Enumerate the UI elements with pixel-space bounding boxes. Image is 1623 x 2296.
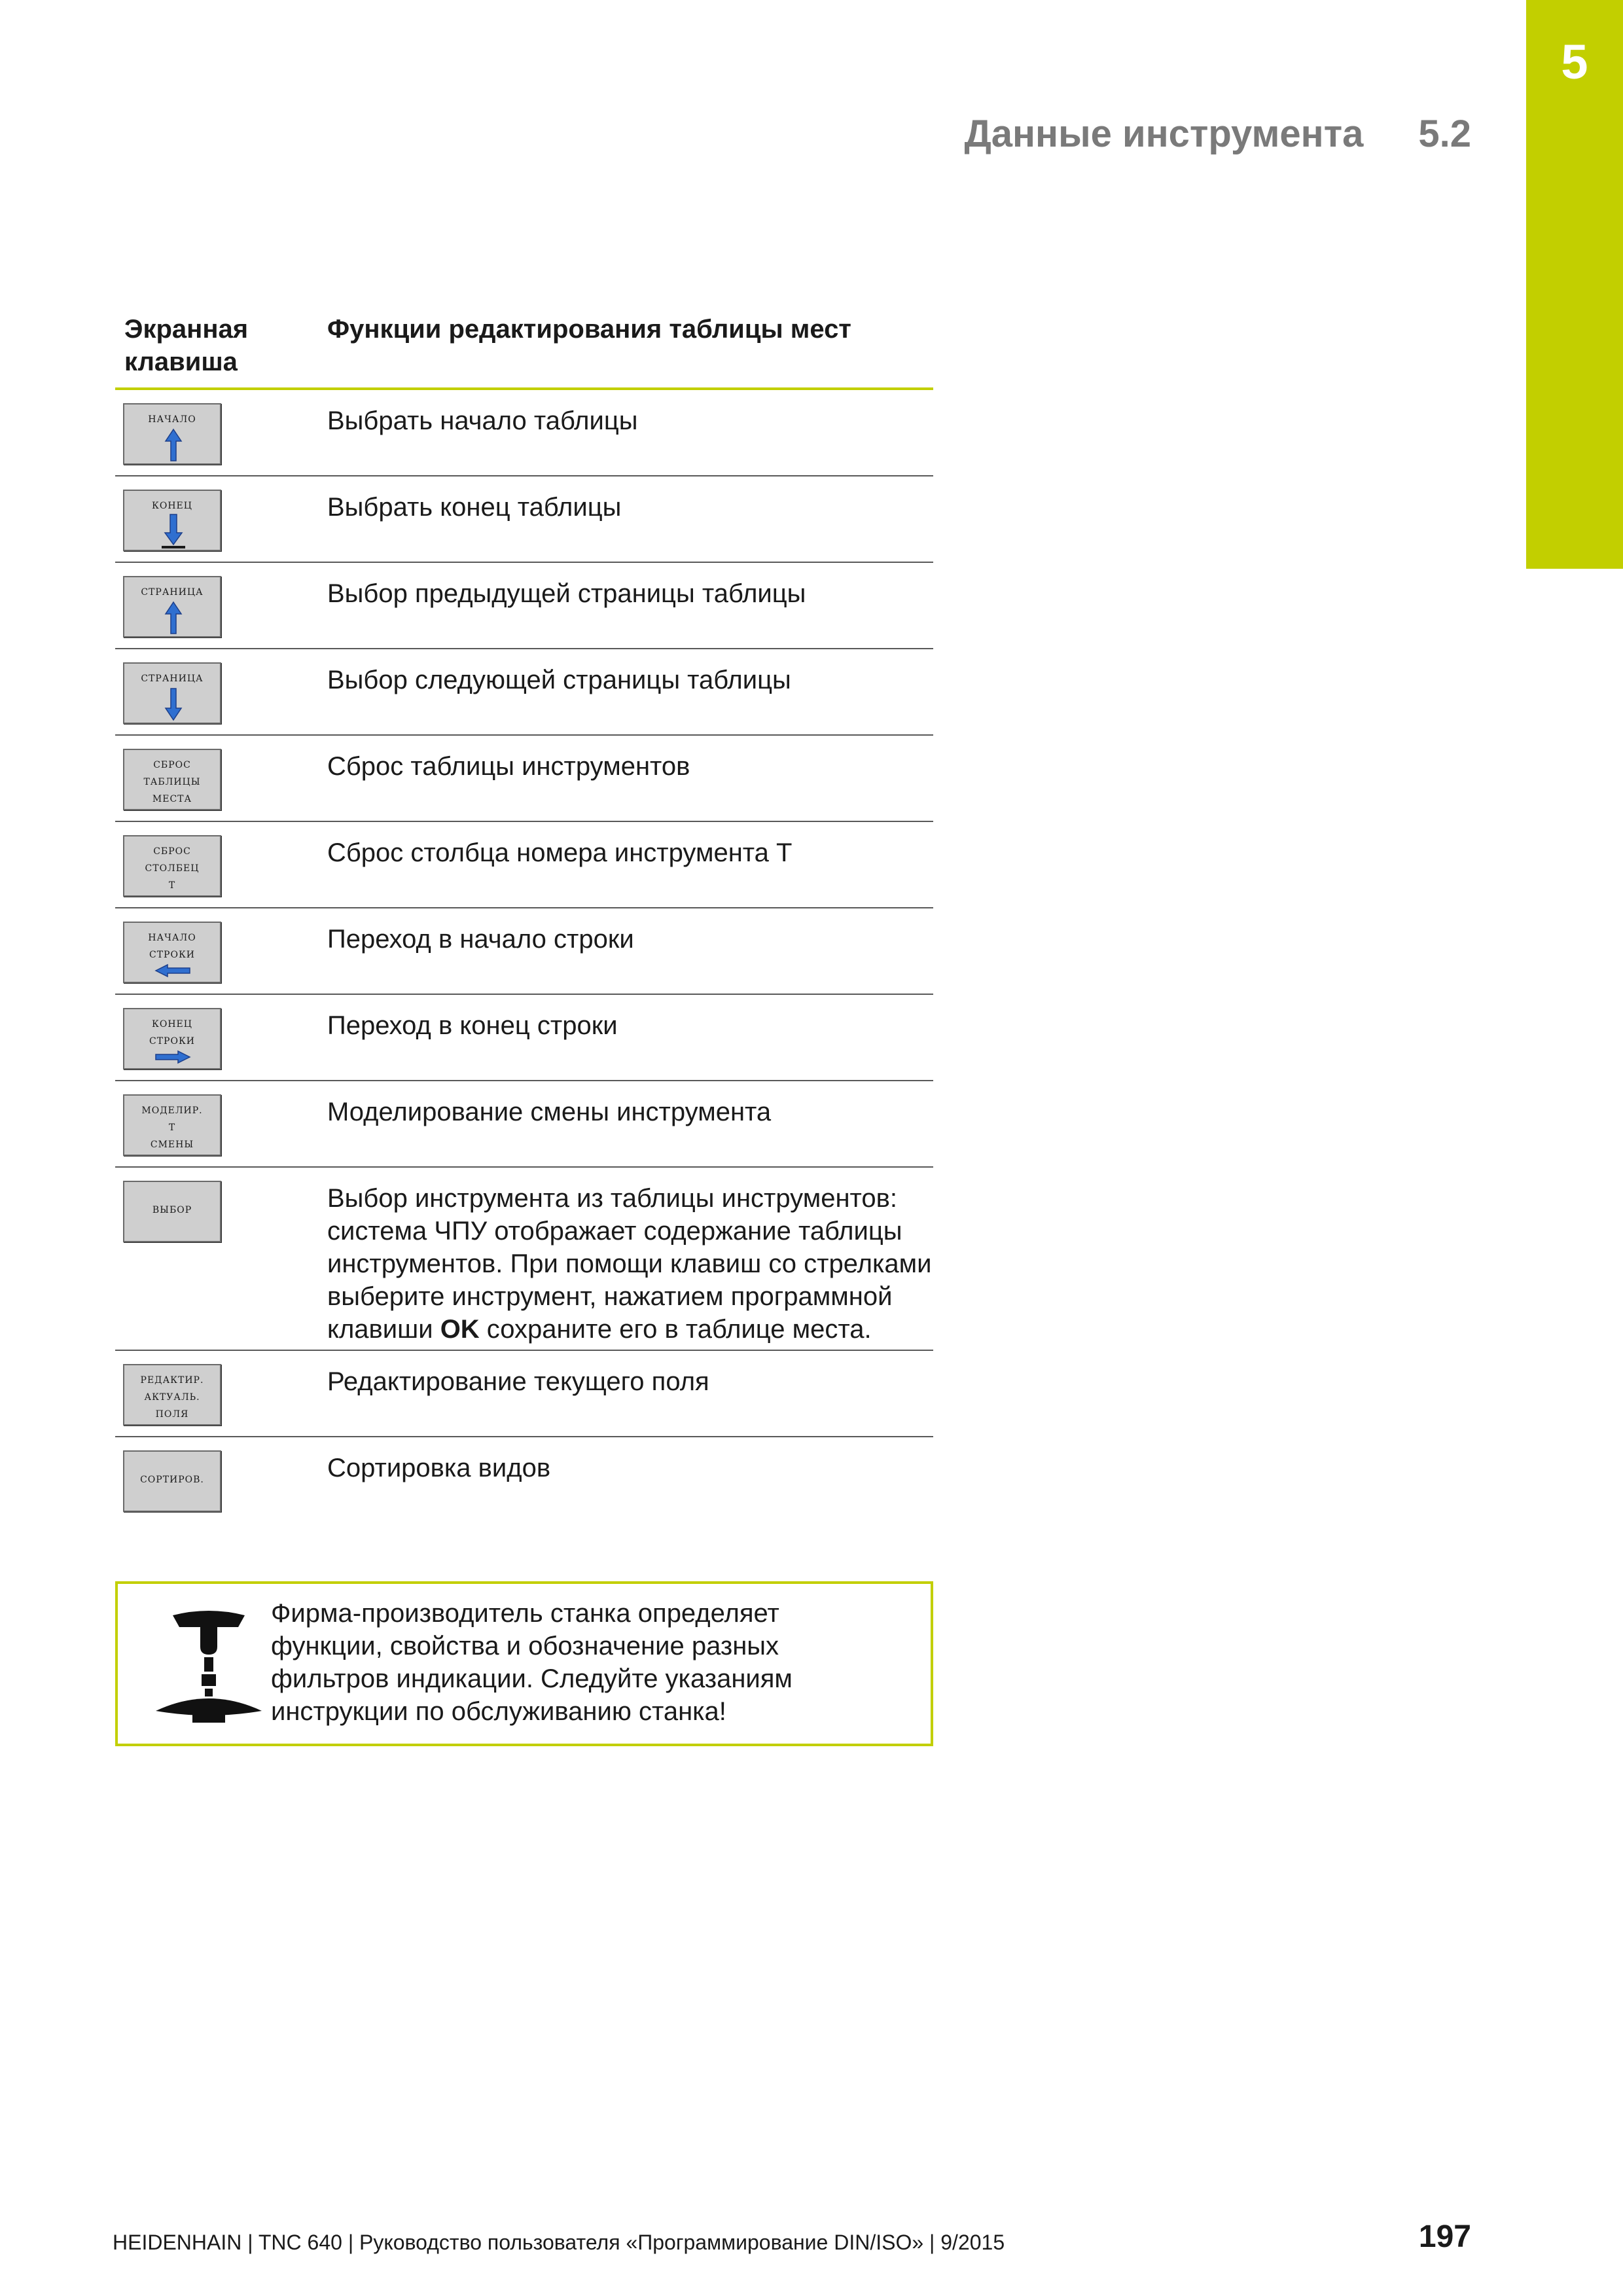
chapter-tab [1526, 0, 1623, 569]
softkey-end[interactable] [123, 490, 221, 551]
header-title: Данные инструмента [964, 113, 1364, 155]
table-row [115, 1437, 933, 1524]
softkey-label: РЕДАКТИР. АКТУАЛЬ. ПОЛЯ [140, 1375, 204, 1420]
table-row [115, 649, 933, 736]
page-number: 197 [1418, 2219, 1471, 2254]
arrow-right-icon [154, 1050, 191, 1064]
table-row [115, 563, 933, 649]
row-description: Выбрать конец таблицы [327, 493, 622, 522]
arrow-left-icon [154, 963, 191, 978]
softkey-label: СТРАНИЦА [141, 587, 204, 598]
row-description: Выбрать начало таблицы [327, 406, 638, 435]
softkey-line-start[interactable] [123, 922, 221, 983]
softkey-sort[interactable] [123, 1450, 221, 1512]
softkey-reset-tool-column[interactable] [123, 835, 221, 897]
softkey-line-end[interactable] [123, 1008, 221, 1069]
softkey-label: СОРТИРОВ. [140, 1475, 204, 1485]
arrow-up-icon [164, 601, 183, 635]
arrow-down-end-icon [160, 513, 187, 550]
table-row [115, 1351, 933, 1437]
table-row [115, 476, 933, 563]
row-description: Выбор инструмента из таблицы инструментов: система ЧПУ отображает содержание таблицы инструментов. При помощи клавиш со стрелками выберите инструмент, нажатием программной клавиши OK сохраните его в таблице места. [327, 1184, 932, 1344]
machine-manufacturer-icon [153, 1601, 264, 1725]
softkey-table [115, 313, 933, 1524]
ok-softkey-reference: OK [440, 1315, 480, 1344]
softkey-label: КОНЕЦ [152, 501, 192, 511]
table-row [115, 1081, 933, 1168]
softkey-page-down[interactable] [123, 662, 221, 724]
row-description: Выбор следующей страницы таблицы [327, 666, 791, 694]
softkey-label: СБРОС СТОЛБЕЦ Т [145, 846, 200, 891]
header-softkey-column: Экранная клавиша [124, 315, 249, 376]
softkey-simulate-tool-change[interactable] [123, 1094, 221, 1156]
table-row [115, 995, 933, 1081]
table-row [115, 1168, 933, 1351]
row-description: Моделирование смены инструмента [327, 1098, 772, 1126]
row-description: Сортировка видов [327, 1454, 551, 1482]
note-text: Фирма-производитель станка определяет функции, свойства и обозначение разных фильтров индикации. Следуйте указаниям инструкции по обслуживанию станка! [271, 1599, 793, 1726]
row-description: Переход в конец строки [327, 1011, 618, 1040]
footer-text: HEIDENHAIN | TNC 640 | Руководство пользователя «Программирование DIN/ISO» | 9/2015 [113, 2231, 1005, 2254]
chapter-number: 5 [1561, 35, 1588, 89]
softkey-label: НАЧАЛО [148, 414, 196, 425]
table-row [115, 908, 933, 995]
header-function-column: Функции редактирования таблицы мест [327, 315, 851, 344]
softkey-label: СТРАНИЦА [141, 673, 204, 684]
row-description: Переход в начало строки [327, 925, 634, 954]
table-row [115, 390, 933, 476]
softkey-start[interactable] [123, 403, 221, 465]
row-description: Сброс столбца номера инструмента T [327, 838, 793, 867]
arrow-up-icon [164, 428, 183, 462]
softkey-label: СБРОС ТАБЛИЦЫ МЕСТА [143, 760, 201, 804]
table-row [115, 736, 933, 822]
softkey-select[interactable] [123, 1181, 221, 1242]
row-description: Выбор предыдущей страницы таблицы [327, 579, 806, 608]
softkey-reset-pocket-table[interactable] [123, 749, 221, 810]
header-section: 5.2 [1418, 113, 1471, 155]
softkey-label: МОДЕЛИР. Т СМЕНЫ [141, 1105, 203, 1150]
row-description: Сброс таблицы инструментов [327, 752, 690, 781]
softkey-label: НАЧАЛО СТРОКИ [148, 933, 196, 960]
row-description: Редактирование текущего поля [327, 1367, 709, 1396]
table-header [115, 313, 933, 390]
running-header [964, 115, 1471, 153]
table-row [115, 822, 933, 908]
softkey-label: КОНЕЦ СТРОКИ [149, 1019, 195, 1047]
manufacturer-note [115, 1581, 933, 1746]
arrow-down-icon [164, 687, 183, 721]
softkey-edit-current-field[interactable] [123, 1364, 221, 1426]
softkey-label: ВЫБОР [152, 1205, 192, 1215]
softkey-page-up[interactable] [123, 576, 221, 637]
